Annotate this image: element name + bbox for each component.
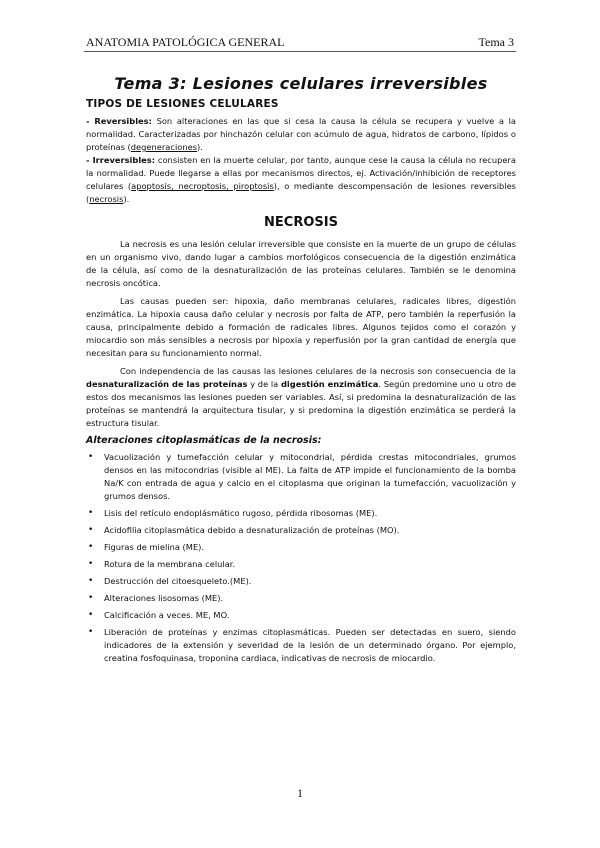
list-item: • Lisis del retículo endoplásmático rugoso, pérdida ribosomas (ME). — [104, 507, 516, 520]
irreversibles-paragraph: - Irreversibles: consisten en la muerte celular, por tanto, aunque cese la causa la célula no recupera la normalidad. Puede llegarse a ellas por mecanismos directos, ej. Activación/inhibición de receptores celulares (apoptosis, necroptosis, piroptosis), o mediante descompensación de lesiones reversibles (necrosis). — [86, 155, 516, 204]
list-item: • Destrucción del citoesqueleto.(ME). — [104, 575, 516, 588]
alteraciones-heading: Alteraciones citoplasmáticas de la necrosis: — [86, 435, 322, 446]
necrosis-paragraph-2: Las causas pueden ser: hipoxia, daño membranas celulares, radicales libres, digestión enzimática. La hipoxia causa daño celular y necrosis por falta de ATP, pero también la reperfusión la causa, principalmente debido a formación de radicales libres. Algunos tejidos como el corazón y miocardio son más sensibles a necrosis por hipoxia y reperfusión por la gran cantidad de energía que necesitan para su funcionamiento normal. — [86, 296, 516, 358]
document-body — [86, 74, 516, 669]
list-item: • Figuras de mielina (ME). — [104, 541, 516, 554]
irreversibles-label: - Irreversibles: — [86, 155, 156, 165]
header-course-title: ANATOMIA PATOLÓGICA GENERAL — [86, 35, 285, 49]
page-number: 1 — [297, 786, 303, 800]
list-item: • Vacuolización y tumefacción celular y mitocondrial, pérdida crestas mitocondriales, grumos densos en las mitocondrias (visible al ME). La falta de ATP impide el funcionamiento de la bomba Na/K con entrada de agua y calcio en el citoplasma que originan la tumefacción, vacuolización y grumos densos. — [104, 451, 516, 503]
degeneraciones-link[interactable]: degeneraciones — [130, 142, 198, 152]
header-topic-number: Tema 3 — [478, 35, 514, 49]
list-item: • Rotura de la membrana celular. — [104, 558, 516, 571]
necrosis-paragraph-1: La necrosis es una lesión celular irreversible que consiste en la muerte de un grupo de células en un organismo vivo, dando lugar a cambios morfológicos consecuencia de la digestión enzimática de la célula, así como de la desnaturalización de las proteínas celulares. También se le denomina necrosis oncótica. — [86, 239, 516, 288]
reversibles-paragraph: - Reversibles: Son alteraciones en las que si cesa la causa la célula se recupera y vuelve a la normalidad. Caracterizadas por hinchazón celular con acúmulo de agua, hidratos de carbono, lípidos o proteínas (degeneraciones). — [86, 116, 516, 152]
apoptosis-link[interactable]: apoptosis, necroptosis, piroptosis — [131, 181, 274, 191]
necrosis-paragraph-3: Con independencia de las causas las lesiones celulares de la necrosis son consecuencia de la desnaturalización de las proteínas y de la digestión enzimática. Según predomine uno u otro de estos dos mecanismos las lesiones pueden ser variables. Así, si predomina la desnaturalización de las proteínas se mantendrá la arquitectura tisular, y si predomina la digestión enzimática se perderá la estructura tisular. — [86, 366, 516, 428]
list-item: • Calcificación a veces. ME, MO. — [104, 609, 516, 622]
necrosis-link[interactable]: necrosis — [89, 194, 124, 204]
document-title: Tema 3: Lesiones celulares irreversibles — [114, 74, 488, 93]
page-header — [84, 34, 516, 52]
reversibles-label: - Reversibles: — [86, 116, 152, 126]
list-item: • Acidofilia citoplasmática debido a desnaturalización de proteínas (MO). — [104, 524, 516, 537]
list-item: • Alteraciones lisosomas (ME). — [104, 592, 516, 605]
alteraciones-list — [86, 451, 516, 665]
list-item: • Liberación de proteínas y enzimas citoplasmáticas. Pueden ser detectadas en suero, siendo indicadores de la extensión y severidad de la lesión de un determinado órgano. Por ejemplo, creatina fosfoquinasa, troponina cardiaca, indicativas de necrosis de miocardio. — [104, 626, 516, 665]
types-heading: TIPOS DE LESIONES CELULARES — [86, 98, 279, 110]
necrosis-heading: NECROSIS — [264, 215, 338, 230]
